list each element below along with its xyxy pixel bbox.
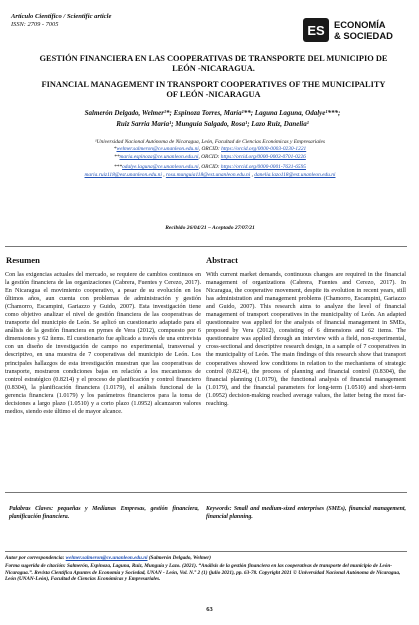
divider-keywords bbox=[5, 492, 407, 493]
author-email-2: **maria.espinoza@ce.unanleon.edu.ni, ORCID: https://orcid.org/0000-0003-0701-0226 bbox=[114, 154, 306, 160]
affiliation: ¹Universidad Nacional Autónoma de Nicaragua, León, Facultad de Ciencias Económicas y Empresariales bbox=[95, 139, 325, 145]
corresponding-author: Autor por correspondencia: welmer.salmeron@ce.unanleon.edu.ni (Salmerón Delgado, Welmer) bbox=[5, 555, 212, 561]
authors-line-2: Ruiz Sarria María¹; Munguía Salgado, Rosa¹; Lazo Ruiz, Danelia¹ bbox=[116, 120, 309, 128]
author-emails-students: maria.ruiz118@est.unanleon.edu.ni , rosa.munguia118@est.unanleon.edu.ni , danelia.lazo118@est.unanleon.edu.ni bbox=[84, 172, 336, 178]
divider-top bbox=[5, 246, 407, 247]
journal-logo-mark: ES bbox=[303, 18, 329, 42]
email-link-3[interactable]: odalye.laguna@ce.unanleon.edu.ni bbox=[122, 164, 199, 170]
journal-type: Artículo Científico / Scientific article bbox=[11, 13, 112, 20]
abstract-text: With current market demands, continuous changes are required in the financial management of organizations (Cabrera, Fuentes and Cerezo, 2017). In Nicaragua, the cooperative movement, despite its evolution in recent years, still has administration and management problems (Chamorro, Escampini, Gariazzo and Guido, 2007). This research aims to analyze the level of financial management of transport cooperatives in the municipality of León. An adapted questionnaire was applied for the analysis of financial management in SMEs, proposed by Vera (2012), consisting of 6 dimensions and 62 items. The questionnaire was applied through an interview with a field, non-experimental, cross-sectional and descriptive research design, in a sample of 7 cooperatives in the municipality of León. The main findings of this research show that transport cooperatives showed low conditions in relation to the mechanisms of strategic control (0.8214), the process of planning and financial control (0.8304), the financial planning (1.0179), the functional analysis of financial management (1.0179), and the financial parameters for long-term (1.0510) and short-term (1.0952) decision-making reached average values, the latter being the most far-reaching. bbox=[206, 272, 406, 407]
author-email-3: ***odalye.laguna@ce.unanleon.edu.ni, ORCID: https://orcid.org/0000-0001-7631-6595 bbox=[113, 164, 307, 170]
title-english: FINANCIAL MANAGEMENT IN TRANSPORT COOPERATIVES OF THE MUNICIPALITY OF LEÓN -NICARAGUA bbox=[41, 80, 386, 99]
keywords-english: Keywords: Small and medium-sized enterprises (SMEs), financial management, financial planning. bbox=[206, 506, 406, 520]
resumen-text: Con las exigencias actuales del mercado, se requiere de cambios continuos en la gestión financiera de las organizaciones (Cabrera, Fuentes y Cerezo, 2017). En Nicaragua el movimiento cooperativo, a pesar de su evolución en los últimos años, aun cuenta con problemas de administración y gestión (Chamorro, Escampini, Gariazzo y Guido, 2007). Esta investigación tiene como objetivo analizar el nivel de gestión financiera de las cooperativas de transporte del municipio de León. Se aplicó un cuestionario adaptado para el análisis de la gestión financiera en pymes de Vera (2012), compuesto por 6 dimensiones y 62 ítems. El cuestionario fue aplicado a través de una entrevista con un diseño de investigación de campo no experimental, transversal y descriptivo, en una muestra de 7 cooperativas del municipio de León. Los principales hallazgos de esta investigación muestran que las cooperativas de transporte, mostraron condiciones bajas en relación a los mecanismos de control estratégico (0.8214) y el proceso de planificación y control financiero (0.8304), la planificación financiera (1.0179), el análisis funcional de la gerencia financiera (1.0179) y los parámetros financieros para la toma de decisiones a largo plazo (1.0510) y a corto plazo (1.0952) alcanzaron valores medios, siendo este último el de mayor alcance. bbox=[5, 272, 201, 415]
journal-logo-text bbox=[334, 19, 393, 41]
page-number: 63 bbox=[206, 606, 213, 613]
logo-line-2: & SOCIEDAD bbox=[334, 30, 393, 41]
page-header bbox=[0, 0, 419, 52]
email-link-1[interactable]: welmer.salmeron@ce.unanleon.edu.ni bbox=[116, 146, 199, 152]
orcid-link-3[interactable]: https://orcid.org/0000-0001-7631-6595 bbox=[220, 164, 307, 170]
suggested-citation: Forma sugerida de citación: Salmerón, Espinoza, Laguna, Ruiz, Munguía y Lazo. (2021). “Análisis de la gestión financiera en las cooperativas de transporte del municipio de León-Nicaragua.”. Revista Científica Apuntes de Economía y Sociedad, UNAN - León, Vol. N.° 2 (1) (julio 2021), pp. 63-78. Copyright 2021 © Universidad Nacional Autónoma de Nicaragua, León (UNAN-León), Facultad de Ciencias Económicas y Empresariales. bbox=[5, 563, 401, 582]
divider-footer bbox=[5, 551, 407, 552]
orcid-link-1[interactable]: https://orcid.org/0000-0003-0230-1221 bbox=[221, 146, 307, 152]
email-link-6[interactable]: danelia.lazo118@est.unanleon.edu.ni bbox=[254, 172, 336, 178]
issn: ISSN: 2709 - 7005 bbox=[11, 21, 59, 28]
resumen-heading: Resumen bbox=[6, 255, 40, 265]
orcid-link-2[interactable]: https://orcid.org/0000-0003-0701-0226 bbox=[220, 154, 306, 160]
email-link-5[interactable]: rosa.munguia118@est.unanleon.edu.ni bbox=[165, 172, 251, 178]
title-spanish: GESTIÓN FINANCIERA EN LAS COOPERATIVAS DE TRANSPORTE DEL MUNICIPIO DE LEÓN -NICARAGUA. bbox=[39, 54, 388, 73]
received-accepted-dates: Recibido 26/04/21 – Aceptado 27/07/21 bbox=[165, 225, 255, 231]
corresponding-email-link[interactable]: welmer.salmeron@ce.unanleon.edu.ni bbox=[65, 555, 148, 561]
email-link-4[interactable]: maria.ruiz118@est.unanleon.edu.ni bbox=[84, 172, 162, 178]
abstract-heading: Abstract bbox=[206, 255, 238, 265]
email-link-2[interactable]: maria.espinoza@ce.unanleon.edu.ni bbox=[119, 154, 199, 160]
logo-line-1: ECONOMÍA bbox=[334, 19, 386, 30]
keywords-spanish: Palabras Claves: pequeñas y Medianas Empresas, gestión financiera, planificación financiera. bbox=[9, 506, 199, 520]
authors-line-1: Salmerón Delgado, Welmer¹*; Espinoza Torres, María¹**; Laguna Laguna, Odalye¹***; bbox=[84, 109, 341, 117]
author-email-1: *welmer.salmeron@ce.unanleon.edu.ni, ORCID: https://orcid.org/0000-0003-0230-1221 bbox=[113, 146, 307, 152]
